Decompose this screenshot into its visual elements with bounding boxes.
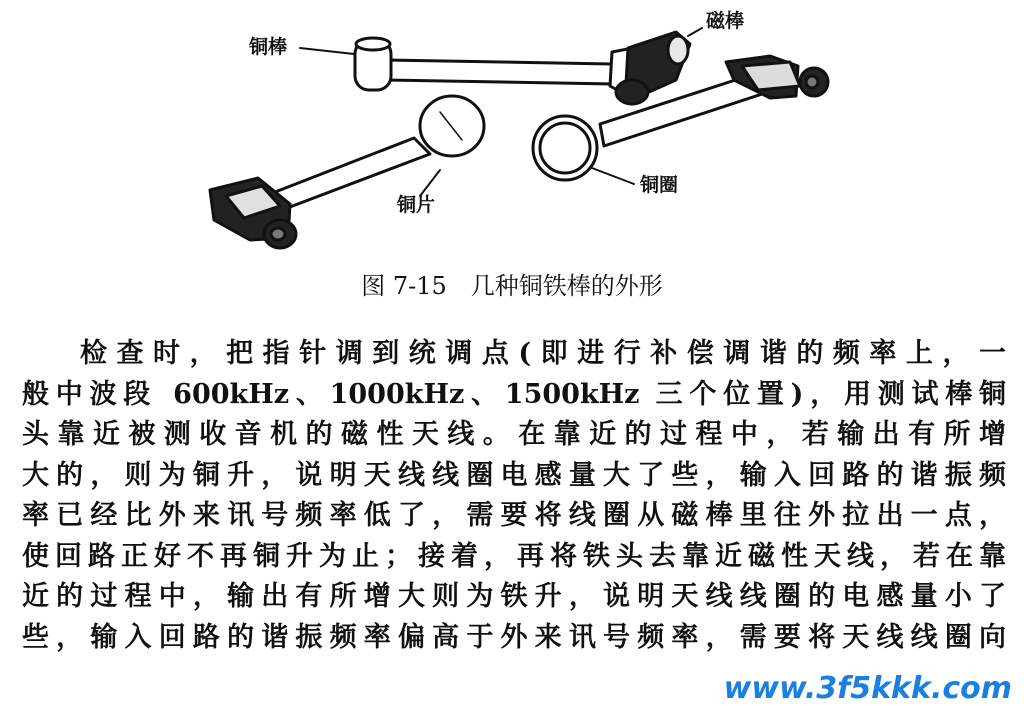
tool-illustration [0, 0, 1024, 270]
leader-copper-rod [300, 48, 354, 54]
label-copper-rod: 铜棒 [249, 36, 288, 58]
text-line: 检查时，把指针调到统调点(即进行补偿调谐的频率上，一 [80, 338, 1006, 369]
label-magnetic-rod: 磁棒 [706, 10, 745, 32]
leader-magnetic-rod [688, 28, 702, 36]
figure-caption: 图 7-15 几种铜铁棒的外形 [361, 272, 663, 300]
text-line: 率已经比外来讯号频率低了，需要将线圈从磁棒里往外拉出一点， [22, 500, 1006, 531]
tool-copper-rod-top [355, 32, 690, 104]
leader-copper-ring [592, 168, 634, 184]
copper-iron-rods-drawing [0, 0, 1024, 270]
text-line: 使回路正好不再铜升为止；接着，再将铁头去靠近磁性天线，若在靠 [22, 540, 1006, 572]
body-paragraph [22, 334, 1006, 658]
text-line: 般中波段 600kHz、1000kHz、1500kHz 三个位置)，用测试棒铜 [22, 378, 1006, 410]
text-line: 大的，则为铜升，说明天线线圈电感量大了些，输入回路的谐振频 [22, 459, 1006, 491]
label-copper-sheet: 铜片 [397, 194, 436, 216]
leader-copper-sheet [420, 170, 440, 196]
text-line: 近的过程中，输出有所增大则为铁升，说明天线线圈的电感量小了 [22, 581, 1006, 612]
site-watermark: www.3f5kkk.com [723, 671, 1012, 706]
tool-copper-sheet [210, 96, 484, 248]
label-copper-ring: 铜圈 [640, 174, 679, 196]
text-line: 些，输入回路的谐振频率偏高于外来讯号频率，需要将天线线圈向 [22, 621, 1006, 653]
text-line: 头靠近被测收音机的磁性天线。在靠近的过程中，若输出有所增 [22, 419, 1006, 450]
